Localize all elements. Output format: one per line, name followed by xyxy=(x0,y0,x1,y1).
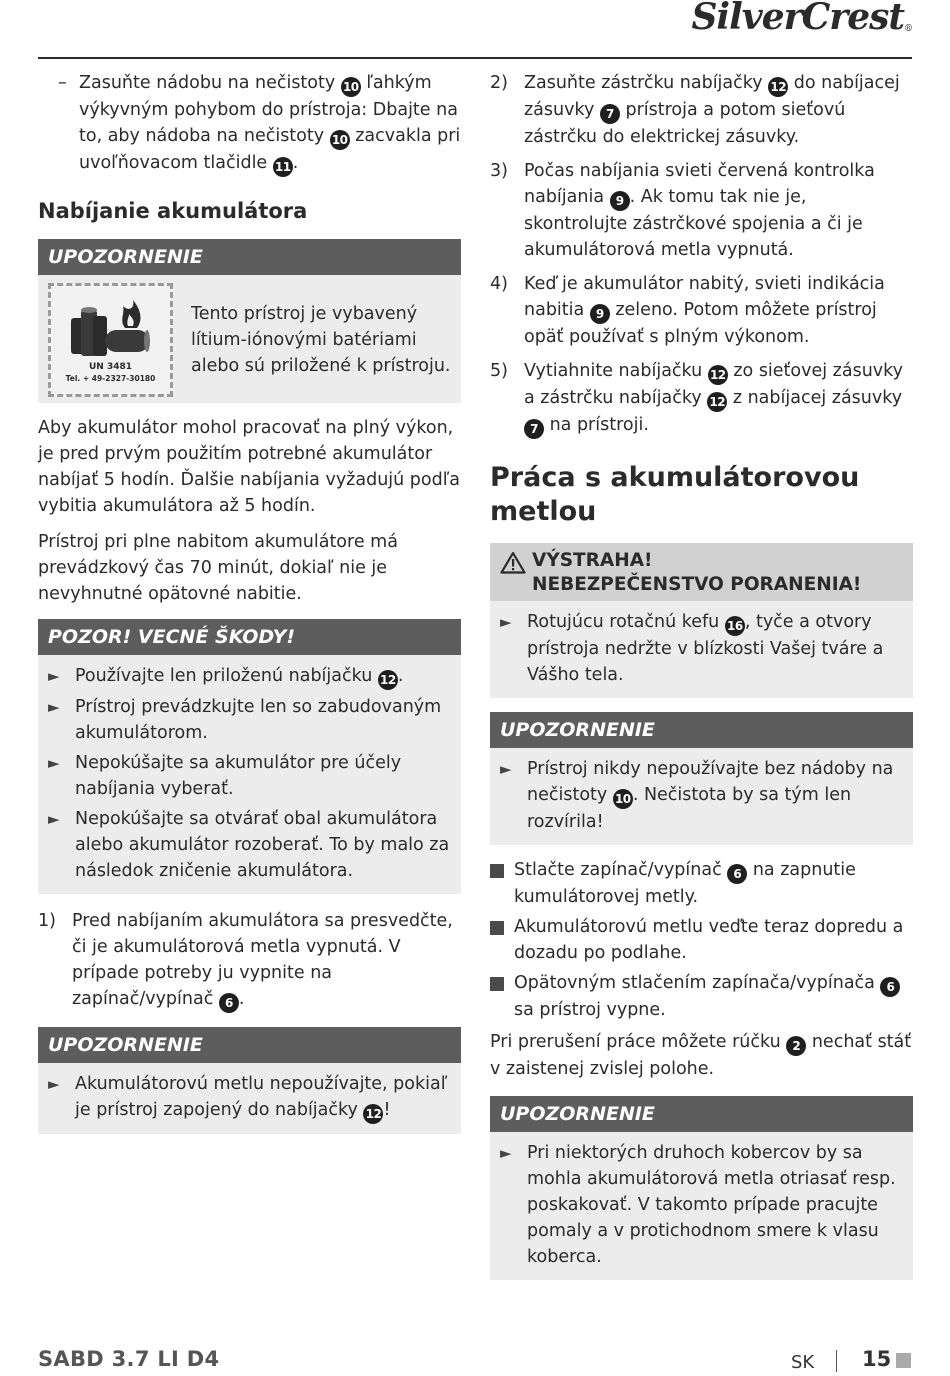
list-item: ► Nepokúšajte sa akumulátor pre účely nabíjania vyberať. xyxy=(48,750,451,802)
list-item: ► Nepokúšajte sa otvárať obal akumulátora alebo akumulátor rozoberať. To by malo za následok zničenie akumulátora. xyxy=(48,806,451,884)
square-bullet-icon xyxy=(490,977,504,991)
step-number: 1) xyxy=(38,911,56,931)
right-column xyxy=(490,70,913,1292)
step-item: 5) Vytiahnite nabíjačku 12 zo sieťovej zásuvky a zástrčku nabíjačky 12 z nabíjacej zásuvky 7 na prístroji. xyxy=(490,358,913,439)
ref-number: 9 xyxy=(590,304,610,324)
note-title: UPOZORNENIE xyxy=(490,1096,913,1132)
note-box xyxy=(490,712,913,845)
note-box xyxy=(490,1096,913,1280)
model-name: SABD 3.7 LI D4 xyxy=(38,1347,220,1371)
ref-number: 6 xyxy=(880,977,900,997)
section-heading: Nabíjanie akumulátora xyxy=(38,199,308,223)
note-title: UPOZORNENIE xyxy=(38,1027,461,1063)
ref-number: 12 xyxy=(378,670,398,690)
insert-dustbin-instruction: – Zasuňte nádobu na nečistoty 10 ľahkým výkyvným pohybom do prístroja: Dbajte na to, aby nádoba na nečistoty 10 zacvakla pri uvoľňovacom tlačidle 11 . xyxy=(38,70,461,177)
ref-number: 2 xyxy=(786,1036,806,1056)
list-item: Akumulátorovú metlu veďte teraz dopredu a dozadu po podlahe. xyxy=(490,914,913,966)
bullet-arrow-icon: ► xyxy=(500,613,512,631)
bullet-arrow-icon: ► xyxy=(48,810,60,828)
bullet-arrow-icon: ► xyxy=(500,1144,512,1162)
ref-number: 12 xyxy=(708,365,728,385)
warning-title xyxy=(490,543,913,601)
note-body xyxy=(490,1132,913,1280)
square-bullet-icon xyxy=(490,864,504,878)
ref-number: 9 xyxy=(610,191,630,211)
step-item: 2) Zasuňte zástrčku nabíjačky 12 do nabíjacej zásuvky 7 prístroja a potom sieťovú zástrčku do elektrickej zásuvky. xyxy=(490,70,913,150)
brand-text: SilverCrest xyxy=(691,0,904,38)
bullet-arrow-icon: ► xyxy=(48,667,60,685)
ref-number: 6 xyxy=(219,993,239,1013)
list-item: ► Prístroj prevádzkujte len so zabudovaným akumulátorom. xyxy=(48,694,451,746)
warning-triangle-icon xyxy=(500,551,526,574)
header-rule xyxy=(38,57,912,59)
note-body xyxy=(38,275,461,403)
section-heading: Práca s akumulátorovou metlou xyxy=(490,462,860,527)
left-column xyxy=(38,70,461,1146)
phone-number: Tel. + 49-2327-30180 xyxy=(65,374,156,383)
list-item: ► Pri niektorých druhoch kobercov by sa mohla akumulátorová metla otriasať resp. poskakovať. V takomto prípade pracujte pomaly a v protichodnom smere k vlasu koberca. xyxy=(500,1140,903,1270)
footer-divider xyxy=(836,1350,837,1372)
bullet-arrow-icon: ► xyxy=(48,754,60,772)
step-item: 3) Počas nabíjania svieti červená kontrolka nabíjania 9 . Ak tomu tak nie je, skontrolujte zástrčkové spojenia a či je akumulátorová metla vypnutá. xyxy=(490,158,913,263)
paragraph: Prístroj pri plne nabitom akumulátore má prevádzkový čas 70 minút, dokiaľ nie je nevyhnutné opätovné nabitie. xyxy=(38,532,398,604)
list-item: ► Rotujúcu rotačnú kefu 16 , tyče a otvory prístroja nedržte v blízkosti Vašej tváre a Vášho tela. xyxy=(500,609,903,688)
note-body xyxy=(38,1063,461,1134)
list-item: Opätovným stlačením zapínača/vypínača 6 sa prístroj vypne. xyxy=(490,970,913,1023)
note-text: Tento prístroj je vybavený lítium-iónovými batériami alebo sú priložené k prístroju. xyxy=(191,304,451,376)
square-bullet-icon xyxy=(490,921,504,935)
paragraph: Aby akumulátor mohol pracovať na plný výkon, je pred prvým použitím potrebné akumulátor nabíjať 5 hodín. Ďalšie nabíjania vyžadujú podľa vybitia akumulátora až 5 hodín. xyxy=(38,418,461,516)
warning-body xyxy=(490,601,913,698)
note-title: UPOZORNENIE xyxy=(490,712,913,748)
caution-title: POZOR! VECNÉ ŠKODY! xyxy=(38,619,461,655)
ref-number: 7 xyxy=(524,419,544,439)
bullet-arrow-icon: ► xyxy=(500,760,512,778)
note-body xyxy=(490,748,913,845)
battery-label-image xyxy=(48,283,173,397)
caution-box xyxy=(38,619,461,894)
step-number: 4) xyxy=(490,274,508,294)
warning-title-line: VÝSTRAHA! xyxy=(532,550,653,571)
bullet-arrow-icon: ► xyxy=(48,1075,60,1093)
footer-square-icon xyxy=(896,1353,911,1368)
warning-box xyxy=(490,543,913,698)
step-number: 2) xyxy=(490,73,508,93)
language-code: SK xyxy=(791,1352,815,1373)
step-item: 4) Keď je akumulátor nabitý, svieti indikácia nabitia 9 zeleno. Potom môžete prístroj opäť používať s plným výkonom. xyxy=(490,271,913,350)
note-box xyxy=(38,239,461,403)
dash-marker: – xyxy=(58,73,67,93)
un-number: UN 3481 xyxy=(88,362,133,372)
registered-mark: ® xyxy=(904,24,912,34)
caution-body xyxy=(38,655,461,894)
warning-title-line: NEBEZPEČENSTVO PORANENIA! xyxy=(532,574,862,595)
ref-number: 12 xyxy=(363,1104,383,1124)
list-item: ► Používajte len priloženú nabíjačku 12 . xyxy=(48,663,451,690)
ref-number: 7 xyxy=(600,104,620,124)
list-item: Stlačte zapínač/vypínač 6 na zapnutie kumulátorovej metly. xyxy=(490,857,913,910)
list-item: ► Prístroj nikdy nepoužívajte bez nádoby na nečistoty 10 . Nečistota by sa tým len rozvírila! xyxy=(500,756,903,835)
ref-number: 12 xyxy=(768,77,788,97)
note-box xyxy=(38,1027,461,1134)
step-item: 1) Pred nabíjaním akumulátora sa presvedčte, či je akumulátorová metla vypnutá. V prípade potreby ju vypnite na zapínač/vypínač 6 . xyxy=(38,908,461,1013)
batteries-flame-icon xyxy=(65,294,157,366)
ref-number: 12 xyxy=(707,392,727,412)
ref-number: 6 xyxy=(727,864,747,884)
list-item: ► Akumulátorovú metlu nepoužívajte, pokiaľ je prístroj zapojený do nabíjačky 12 ! xyxy=(48,1071,451,1124)
bullet-arrow-icon: ► xyxy=(48,698,60,716)
step-number: 3) xyxy=(490,161,508,181)
step-number: 5) xyxy=(490,361,508,381)
ref-number: 10 xyxy=(330,130,350,150)
ref-number: 10 xyxy=(341,77,361,97)
ref-number: 16 xyxy=(725,616,745,636)
ref-number: 10 xyxy=(613,789,633,809)
note-title: UPOZORNENIE xyxy=(38,239,461,275)
ref-number: 11 xyxy=(273,157,293,177)
paragraph: Pri prerušení práce môžete rúčku 2 nechať stáť v zaistenej zvislej polohe. xyxy=(490,1032,912,1079)
brand-logo xyxy=(691,0,912,38)
page-number: 15 xyxy=(862,1347,892,1371)
